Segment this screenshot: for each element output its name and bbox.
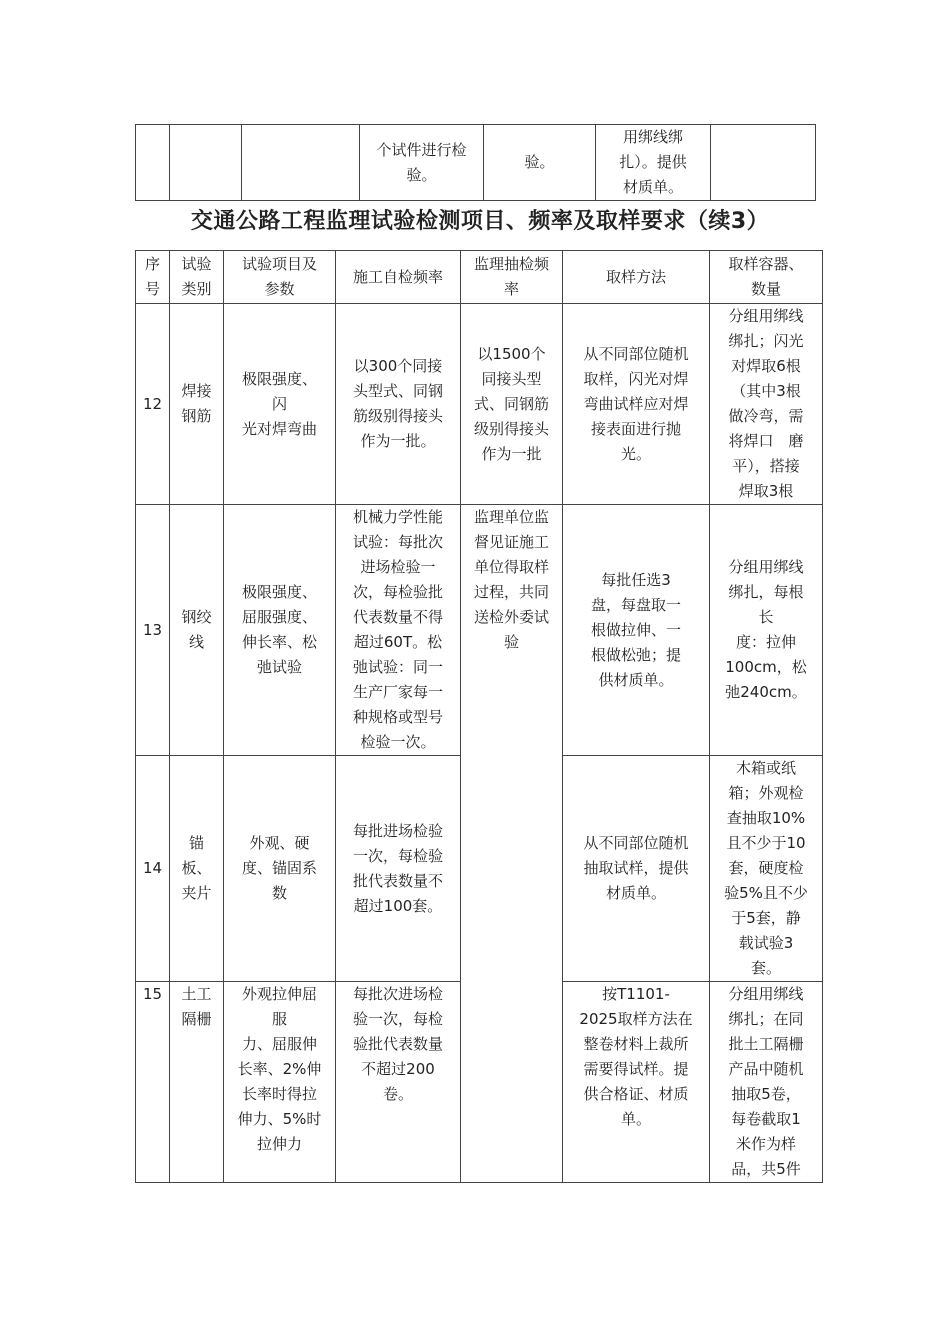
header-items: 试验项目及 参数 xyxy=(224,251,336,304)
header-supervision: 监理抽检频 率 xyxy=(461,251,563,304)
row-category: 钢绞 线 xyxy=(170,505,224,756)
table-row xyxy=(136,505,823,756)
row-method: 按T1101- 2025取样方法在 整卷材料上裁所 需要得试样。提 供合格证、材质 单。 xyxy=(563,982,710,1183)
row-supervision: 监理单位监 督见证施工 单位得取样 过程，共同 送检外委试 验 xyxy=(461,505,563,1183)
row-container: 分组用绑线 绑扎；闪光 对焊取6根 （其中3根 做冷弯，需 将焊口 磨 平），搭接 焊取3根 xyxy=(710,304,823,505)
header-container: 取样容器、 数量 xyxy=(710,251,823,304)
header-no: 序 号 xyxy=(136,251,170,304)
row-supervision: 以1500个 同接头型 式、同钢筋 级别得接头 作为一批 xyxy=(461,304,563,505)
row-container: 分组用绑线 绑扎，每根 长 度：拉伸 100cm，松 弛240cm。 xyxy=(710,505,823,756)
row-no: 15 xyxy=(136,982,170,1183)
row-method: 从不同部位随机 取样，闪光对焊 弯曲试样应对焊 接表面进行抛 光。 xyxy=(563,304,710,505)
header-self-check: 施工自检频率 xyxy=(336,251,461,304)
table-cell xyxy=(136,125,170,201)
row-category: 焊接 钢筋 xyxy=(170,304,224,505)
row-category: 锚 板、 夹片 xyxy=(170,756,224,982)
row-self-check: 每批次进场检 验一次，每检 验批代表数量 不超过200 卷。 xyxy=(336,982,461,1183)
row-no: 14 xyxy=(136,756,170,982)
table-row xyxy=(136,304,823,505)
continuation-table xyxy=(135,124,816,201)
table-cell xyxy=(711,125,816,201)
page-title: 交通公路工程监理试验检测项目、频率及取样要求（续3） xyxy=(190,209,770,234)
row-container: 木箱或纸 箱；外观检 查抽取10% 且不少于10 套，硬度检 验5%且不少 于5套，静 载试验3 套。 xyxy=(710,756,823,982)
row-items: 极限强度、 闪 光对焊弯曲 xyxy=(224,304,336,505)
table-cell: 个试件进行检 验。 xyxy=(360,125,484,201)
row-no: 12 xyxy=(136,304,170,505)
row-category: 土工 隔栅 xyxy=(170,982,224,1183)
row-items: 外观拉伸屈 服 力、屈服伸 长率、2%伸 长率时得拉 伸力、5%时 拉伸力 xyxy=(224,982,336,1183)
row-self-check: 机械力学性能 试验：每批次 进场检验一 次，每检验批 代表数量不得 超过60T。松 弛试验：同一 生产厂家每一 种规格或型号 检验一次。 xyxy=(336,505,461,756)
row-method: 从不同部位随机 抽取试样，提供 材质单。 xyxy=(563,756,710,982)
row-no: 13 xyxy=(136,505,170,756)
inspection-table xyxy=(135,250,823,1183)
table-cell: 验。 xyxy=(484,125,596,201)
table-cell xyxy=(170,125,242,201)
row-container: 分组用绑线 绑扎；在同 批土工隔栅 产品中随机 抽取5卷， 每卷截取1 米作为样 品，共5件 xyxy=(710,982,823,1183)
table-cell: 用绑线绑 扎）。提供 材质单。 xyxy=(596,125,711,201)
table-cell xyxy=(242,125,360,201)
table-row xyxy=(136,125,816,201)
row-items: 极限强度、 屈服强度、 伸长率、松 弛试验 xyxy=(224,505,336,756)
row-items: 外观、硬 度、锚固系 数 xyxy=(224,756,336,982)
table-header-row xyxy=(136,251,823,304)
row-self-check: 每批进场检验 一次，每检验 批代表数量不 超过100套。 xyxy=(336,756,461,982)
row-self-check: 以300个同接 头型式、同钢 筋级别得接头 作为一批。 xyxy=(336,304,461,505)
header-category: 试验 类别 xyxy=(170,251,224,304)
row-method: 每批任选3 盘，每盘取一 根做拉伸、一 根做松弛；提 供材质单。 xyxy=(563,505,710,756)
header-method: 取样方法 xyxy=(563,251,710,304)
